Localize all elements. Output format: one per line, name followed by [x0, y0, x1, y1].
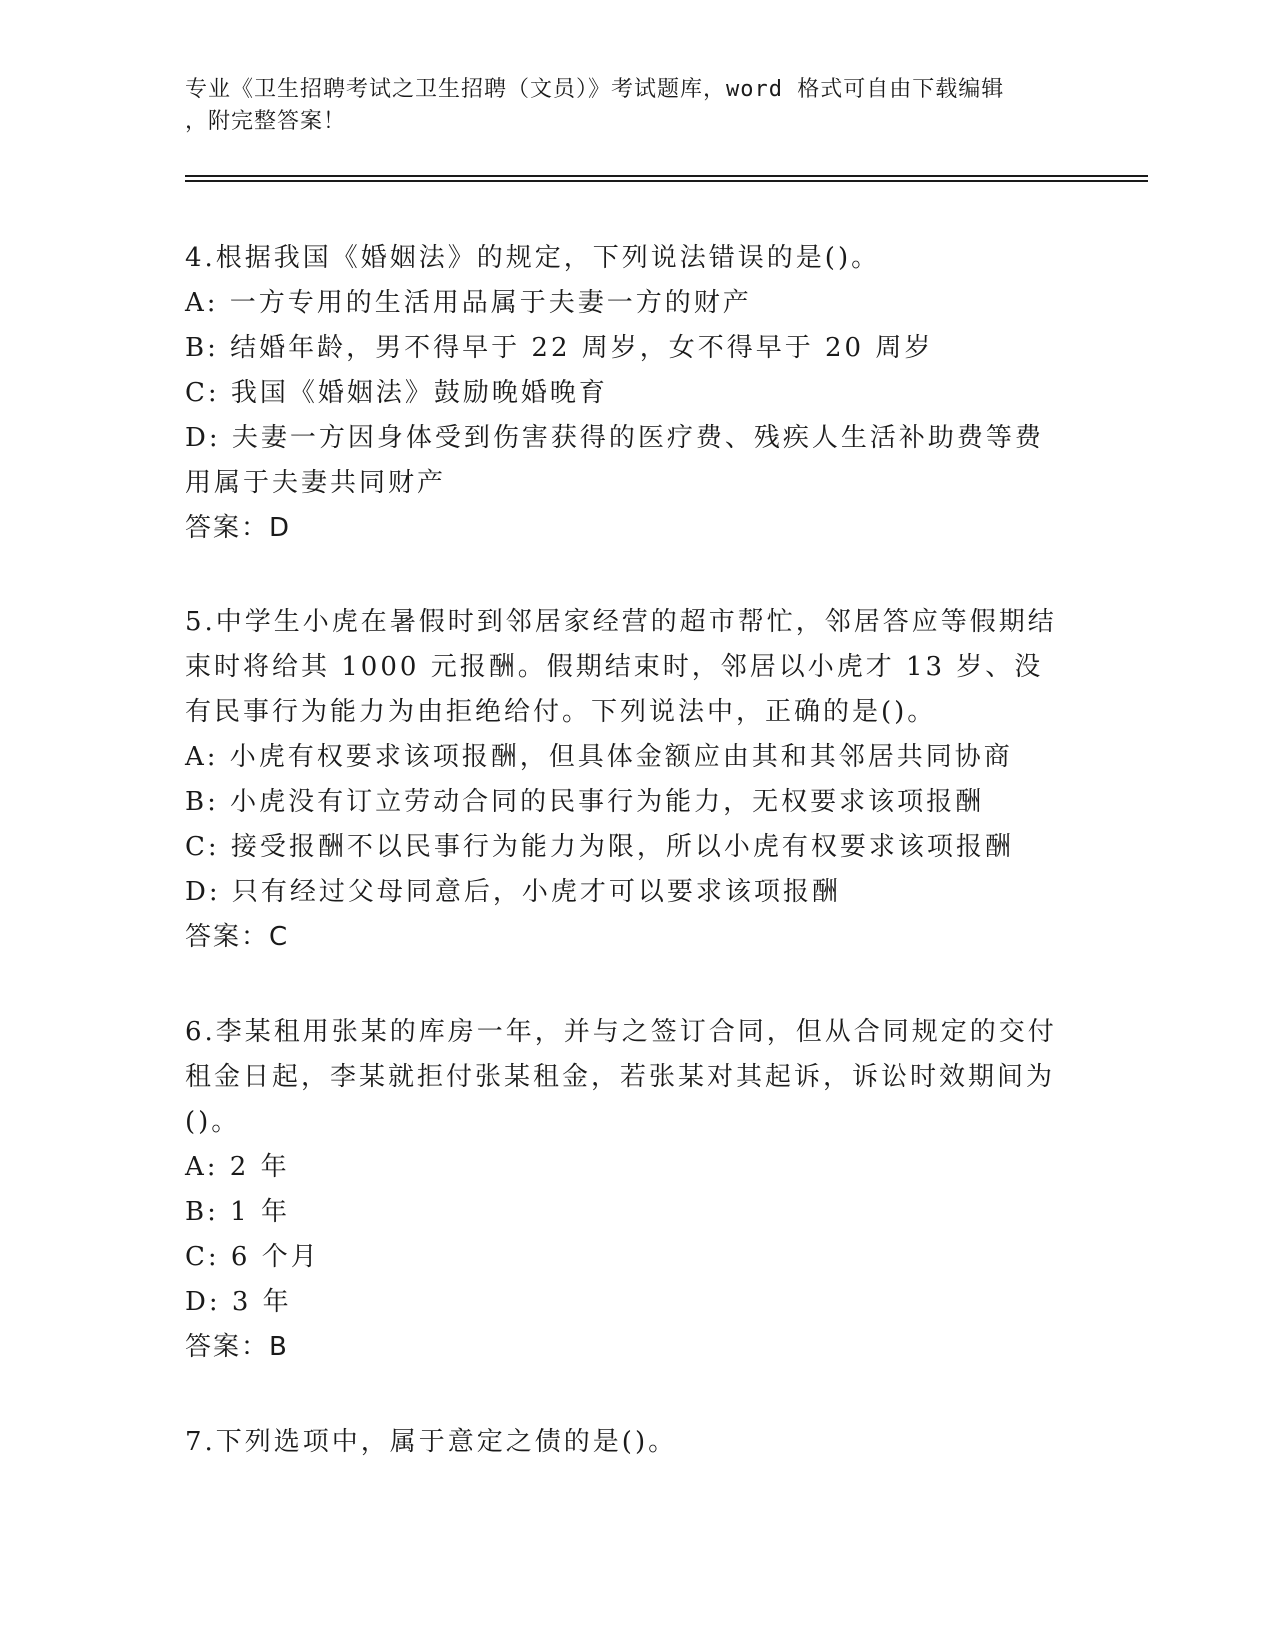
option-c: C: 我国《婚姻法》鼓励晚婚晚育 — [185, 378, 608, 408]
option-a: A: 2 年 — [185, 1152, 290, 1182]
answer-line: 答案：C — [185, 922, 290, 952]
question-stem: 5.中学生小虎在暑假时到邻居家经营的超市帮忙，邻居答应等假期结束时将给其 1000 元报酬。假期结束时，邻居以小虎才 13 岁、没有民事行为能力为由拒绝给付。下列说法中，正确的是()。 — [185, 607, 1057, 727]
question-4 — [185, 236, 1065, 551]
header-divider-top — [185, 175, 1148, 177]
option-d: D: 只有经过父母同意后，小虎才可以要求该项报酬 — [185, 877, 841, 907]
question-5 — [185, 600, 1065, 960]
question-6 — [185, 1010, 1065, 1370]
header-divider-bottom — [185, 180, 1148, 182]
header-line-2: ，附完整答案！ — [185, 109, 347, 134]
option-b: B: 结婚年龄，男不得早于 22 周岁，女不得早于 20 周岁 — [185, 333, 934, 363]
question-stem: 6.李某租用张某的库房一年，并与之签订合同，但从合同规定的交付租金日起，李某就拒付张某租金，若张某对其起诉，诉讼时效期间为()。 — [185, 1017, 1057, 1137]
option-b: B: 小虎没有订立劳动合同的民事行为能力，无权要求该项报酬 — [185, 787, 985, 817]
option-d: D: 3 年 — [185, 1287, 292, 1317]
answer-line: 答案：B — [185, 1332, 289, 1362]
option-d: D: 夫妻一方因身体受到伤害获得的医疗费、残疾人生活补助费等费用属于夫妻共同财产 — [185, 423, 1044, 498]
document-header — [185, 74, 1075, 138]
answer-line: 答案：D — [185, 513, 292, 543]
option-c: C: 6 个月 — [185, 1242, 320, 1272]
question-stem: 4.根据我国《婚姻法》的规定，下列说法错误的是()。 — [185, 243, 881, 273]
option-b: B: 1 年 — [185, 1197, 290, 1227]
option-a: A: 一方专用的生活用品属于夫妻一方的财产 — [185, 288, 752, 318]
option-a: A: 小虎有权要求该项报酬，但具体金额应由其和其邻居共同协商 — [185, 742, 1013, 772]
question-stem: 7.下列选项中，属于意定之债的是()。 — [185, 1427, 678, 1457]
option-c: C: 接受报酬不以民事行为能力为限，所以小虎有权要求该项报酬 — [185, 832, 1014, 862]
question-7 — [185, 1420, 1065, 1465]
header-line-1: 专业《卫生招聘考试之卫生招聘（文员）》考试题库，word 格式可自由下载编辑 — [185, 77, 1005, 102]
